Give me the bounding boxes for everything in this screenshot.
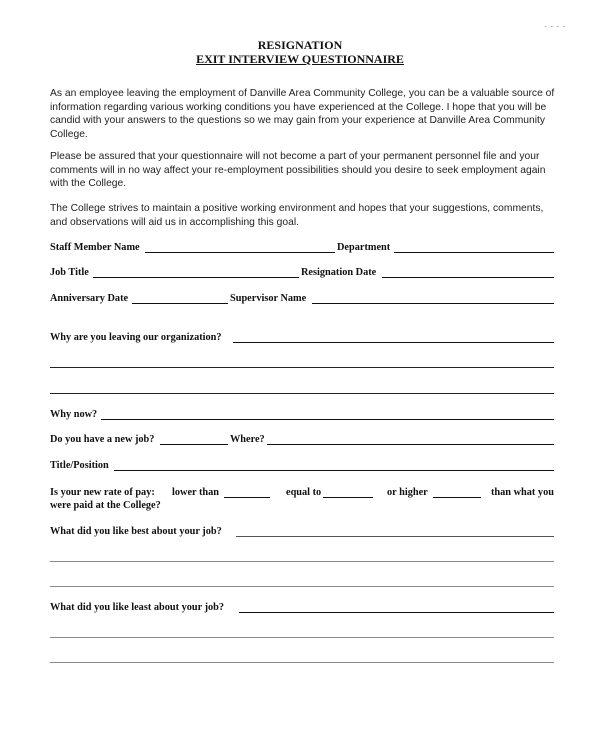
anniversary-date-field[interactable]	[132, 303, 228, 304]
job-title-field[interactable]	[93, 277, 299, 278]
pay-rate-label: Is your new rate of pay:	[50, 487, 155, 498]
pay-rate-row	[50, 486, 554, 500]
liked-best-answer-line-1[interactable]	[50, 561, 554, 562]
liked-best-label: What did you like best about your job?	[50, 526, 222, 537]
resignation-date-label: Resignation Date	[301, 267, 377, 278]
title-position-field[interactable]	[114, 470, 554, 471]
title-position-label: Title/Position	[50, 460, 109, 471]
document-subtitle: EXIT INTERVIEW QUESTIONNAIRE	[196, 52, 404, 66]
why-now-label: Why now?	[50, 409, 98, 420]
department-label: Department	[337, 242, 391, 253]
page-corner-mark: - - - -	[544, 22, 566, 30]
anniversary-date-label: Anniversary Date	[50, 293, 129, 304]
were-paid-label: were paid at the College?	[50, 500, 161, 511]
pay-rate-row-continued	[50, 499, 554, 513]
new-job-label: Do you have a new job?	[50, 434, 155, 445]
where-field[interactable]	[267, 444, 554, 445]
department-field[interactable]	[394, 252, 554, 253]
intro-paragraph-3: The College strives to maintain a positive working environment and hopes that your suggestions, comments, and observations will aid us in accomplishing this goal.	[50, 203, 544, 228]
why-leaving-field[interactable]	[233, 342, 554, 343]
liked-least-row	[50, 601, 554, 615]
why-leaving-row	[50, 331, 554, 345]
document-title: RESIGNATION	[257, 38, 343, 52]
new-job-row	[50, 433, 554, 447]
than-what-label: than what you	[491, 487, 554, 498]
staff-member-name-field[interactable]	[145, 252, 335, 253]
liked-best-field[interactable]	[236, 536, 554, 537]
new-job-field[interactable]	[160, 444, 228, 445]
or-higher-label: or higher	[387, 487, 428, 498]
liked-least-answer-line-2[interactable]	[50, 662, 554, 663]
liked-best-row	[50, 525, 554, 539]
equal-to-field[interactable]	[323, 497, 373, 498]
why-leaving-answer-line-1[interactable]	[50, 367, 554, 368]
liked-best-answer-line-2[interactable]	[50, 586, 554, 587]
intro-paragraph-2: Please be assured that your questionnaire will not become a part of your permanent personnel file and your comments will in no way affect your re-employment possibilities should you desire to seek employment again with the College.	[50, 151, 546, 189]
intro-paragraph-1: As an employee leaving the employment of Danville Area Community College, you can be a valuable source of information regarding various working conditions you have experienced at the College. I hope that you will be candid with your answers to the questions so we may gain from your experience at Danville Area Community College.	[50, 88, 555, 140]
why-now-row	[50, 408, 554, 422]
liked-least-label: What did you like least about your job?	[50, 602, 225, 613]
lower-than-field[interactable]	[224, 497, 270, 498]
resignation-date-field[interactable]	[382, 277, 554, 278]
why-now-field[interactable]	[101, 419, 554, 420]
liked-least-field[interactable]	[239, 612, 554, 613]
why-leaving-label: Why are you leaving our organization?	[50, 332, 222, 343]
or-higher-field[interactable]	[433, 497, 481, 498]
title-position-row	[50, 459, 554, 473]
supervisor-name-field[interactable]	[312, 303, 554, 304]
field-row-anniversary-supervisor	[50, 292, 554, 306]
job-title-label: Job Title	[50, 267, 89, 278]
field-row-jobtitle-resignation	[50, 266, 554, 280]
liked-least-answer-line-1[interactable]	[50, 637, 554, 638]
staff-member-name-label: Staff Member Name	[50, 242, 140, 253]
equal-to-label: equal to	[286, 487, 322, 498]
lower-than-label: lower than	[172, 487, 220, 498]
why-leaving-answer-line-2[interactable]	[50, 393, 554, 394]
supervisor-name-label: Supervisor Name	[230, 293, 307, 304]
where-label: Where?	[230, 434, 265, 445]
field-row-name-department	[50, 241, 554, 255]
